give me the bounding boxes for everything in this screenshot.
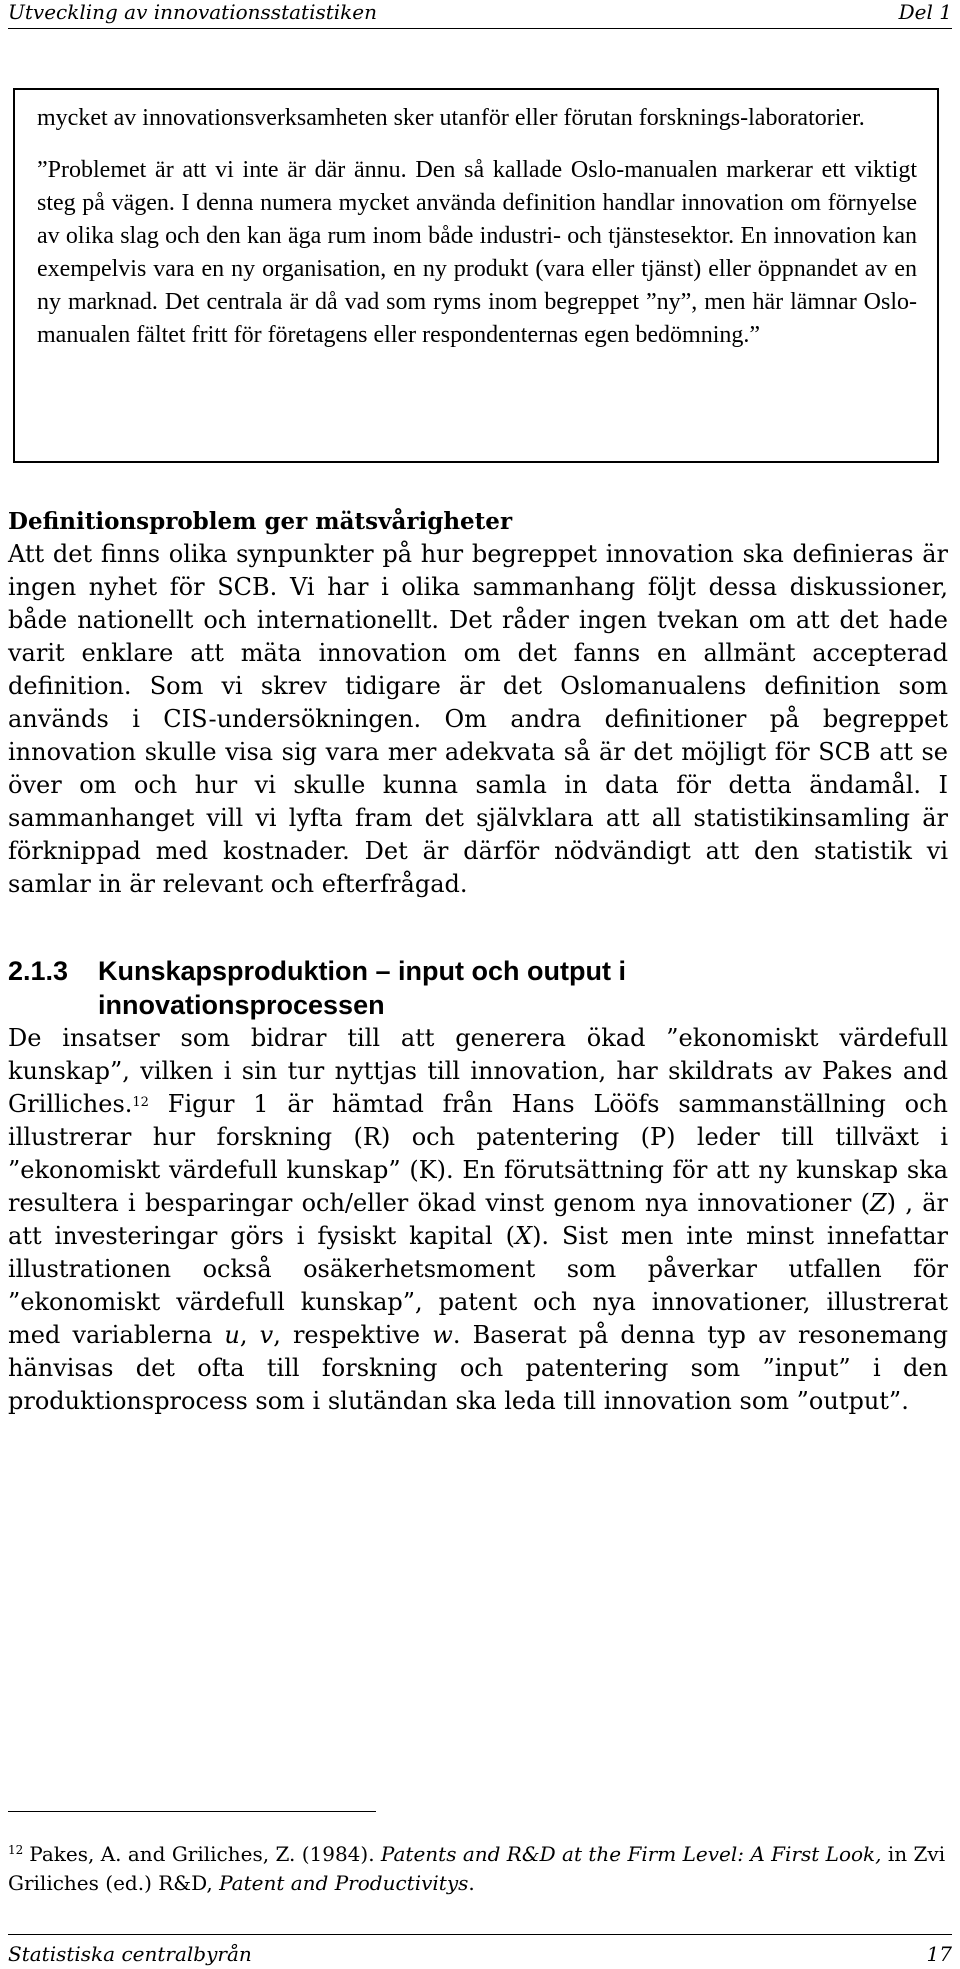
knowledge-production-paragraph	[8, 1022, 948, 1418]
paragraph-part-e: . Baserat på denna typ av resonemang hänvisas det ofta till forskning och patentering som ”input” i den produktionsprocess som i slutändan ska leda till innovation som ”output”.	[8, 1321, 948, 1415]
footnote-article-title: Patents and R&D at the Firm Level: A First Look,	[380, 1842, 882, 1866]
variable-z: Z	[869, 1189, 887, 1217]
page-number: 17	[926, 1942, 952, 1966]
section-title-line2: innovationsprocessen	[98, 990, 385, 1020]
header-part: Del 1	[898, 0, 952, 24]
paragraph-part-a: De insatser som bidrar till att generera ökad ”ekonomiskt värdefull kunskap”, vilken i sin tur nyttjas till innovation, har skildrats av Pakes and Grilliches.	[8, 1024, 948, 1118]
footnote-text-a: Pakes, A. and Griliches, Z. (1984).	[29, 1842, 381, 1866]
footnote-reference[interactable]: 12	[132, 1095, 149, 1110]
variable-v: v	[259, 1321, 274, 1349]
footnote-text-c: .	[468, 1871, 475, 1895]
paragraph-part-d: ). Sist men inte minst innefattar illustrationen också osäkerhetsmoment som påverkar utfallen för ”ekonomiskt värdefull kunskap”, patent och nya innovationer, illustrerat med variablerna	[8, 1222, 948, 1349]
running-footer	[8, 1934, 952, 1965]
footnote-12	[8, 1840, 948, 1898]
subheading-definitions: Definitionsproblem ger mätsvårigheter	[8, 508, 513, 535]
variable-u: u	[224, 1321, 240, 1349]
footnote-text-b: in Zvi Griliches (ed.) R&D,	[8, 1842, 946, 1895]
separator-1: ,	[239, 1321, 260, 1349]
paragraph-part-b: Figur 1 är hämtad från Hans Lööfs sammanställning och illustrerar hur forskning (R) och patentering (P) leder till tillväxt i ”ekonomiskt värdefull kunskap” (K). En förutsättning för att ny kunskap ska resultera i besparingar och/eller ökad vinst genom nya innovationer (	[8, 1090, 948, 1217]
footnote-number: 12	[8, 1843, 24, 1857]
section-heading-2-1-3	[8, 954, 948, 1022]
separator-2: , respektive	[273, 1321, 433, 1349]
variable-w: w	[432, 1321, 453, 1349]
footer-publisher: Statistiska centralbyrån	[8, 1942, 252, 1966]
footnote-divider	[8, 1811, 376, 1812]
section-number: 2.1.3	[8, 956, 69, 986]
header-title: Utveckling av innovationsstatistiken	[8, 0, 377, 24]
variable-x: X	[514, 1222, 533, 1250]
running-header	[8, 0, 952, 29]
definitions-paragraph: Att det finns olika synpunkter på hur begreppet innovation ska definieras är ingen nyhet för SCB. Vi har i olika sammanhang följt dessa diskussioner, både nationellt och internationellt. Det råder ingen tvekan om att det hade varit enklare att mäta innovation om det fanns en allmänt accepterad definition. Som vi skrev tidigare är det Oslomanualens definition som används i CIS-undersökningen. Om andra definitioner på begreppet innovation skulle visa sig vara mer adekvata så är det möjligt för SCB att se över om och hur vi skulle kunna samla in data för detta ändamål. I sammanhanget vill vi lyfta fram det självklara att all statistikinsamling är förknippad med kostnader. Det är därför nödvändigt att den statistik vi samlar in är relevant och efterfrågad.	[8, 540, 948, 898]
quote-paragraph-2: ”Problemet är att vi inte är där ännu. Den så kallade Oslo-manualen markerar ett viktigt steg på vägen. I denna numera mycket använda definition handlar innovation om förnyelse av olika slag och den kan äga rum inom både industri- och tjänstesektor. En innovation kan exempelvis vara en ny organisation, en ny produkt (vara eller tjänst) eller öppnandet av en ny marknad. Det centrala är då vad som ryms inom begreppet ”ny”, men här lämnar Oslo-manualen fältet fritt för företagens eller respondenternas egen bedömning.”	[37, 157, 917, 348]
quote-paragraph-1: mycket av innovationsverksamheten sker utanför eller förutan forsknings-laboratorier.	[37, 105, 865, 131]
section-title-line1: Kunskapsproduktion – input och output i	[98, 956, 626, 986]
paragraph-part-c: ) , är att investeringar görs i fysiskt kapital (	[8, 1189, 949, 1250]
footnote-book-title: Patent and Productivitys	[219, 1871, 469, 1895]
quote-box	[13, 88, 939, 463]
